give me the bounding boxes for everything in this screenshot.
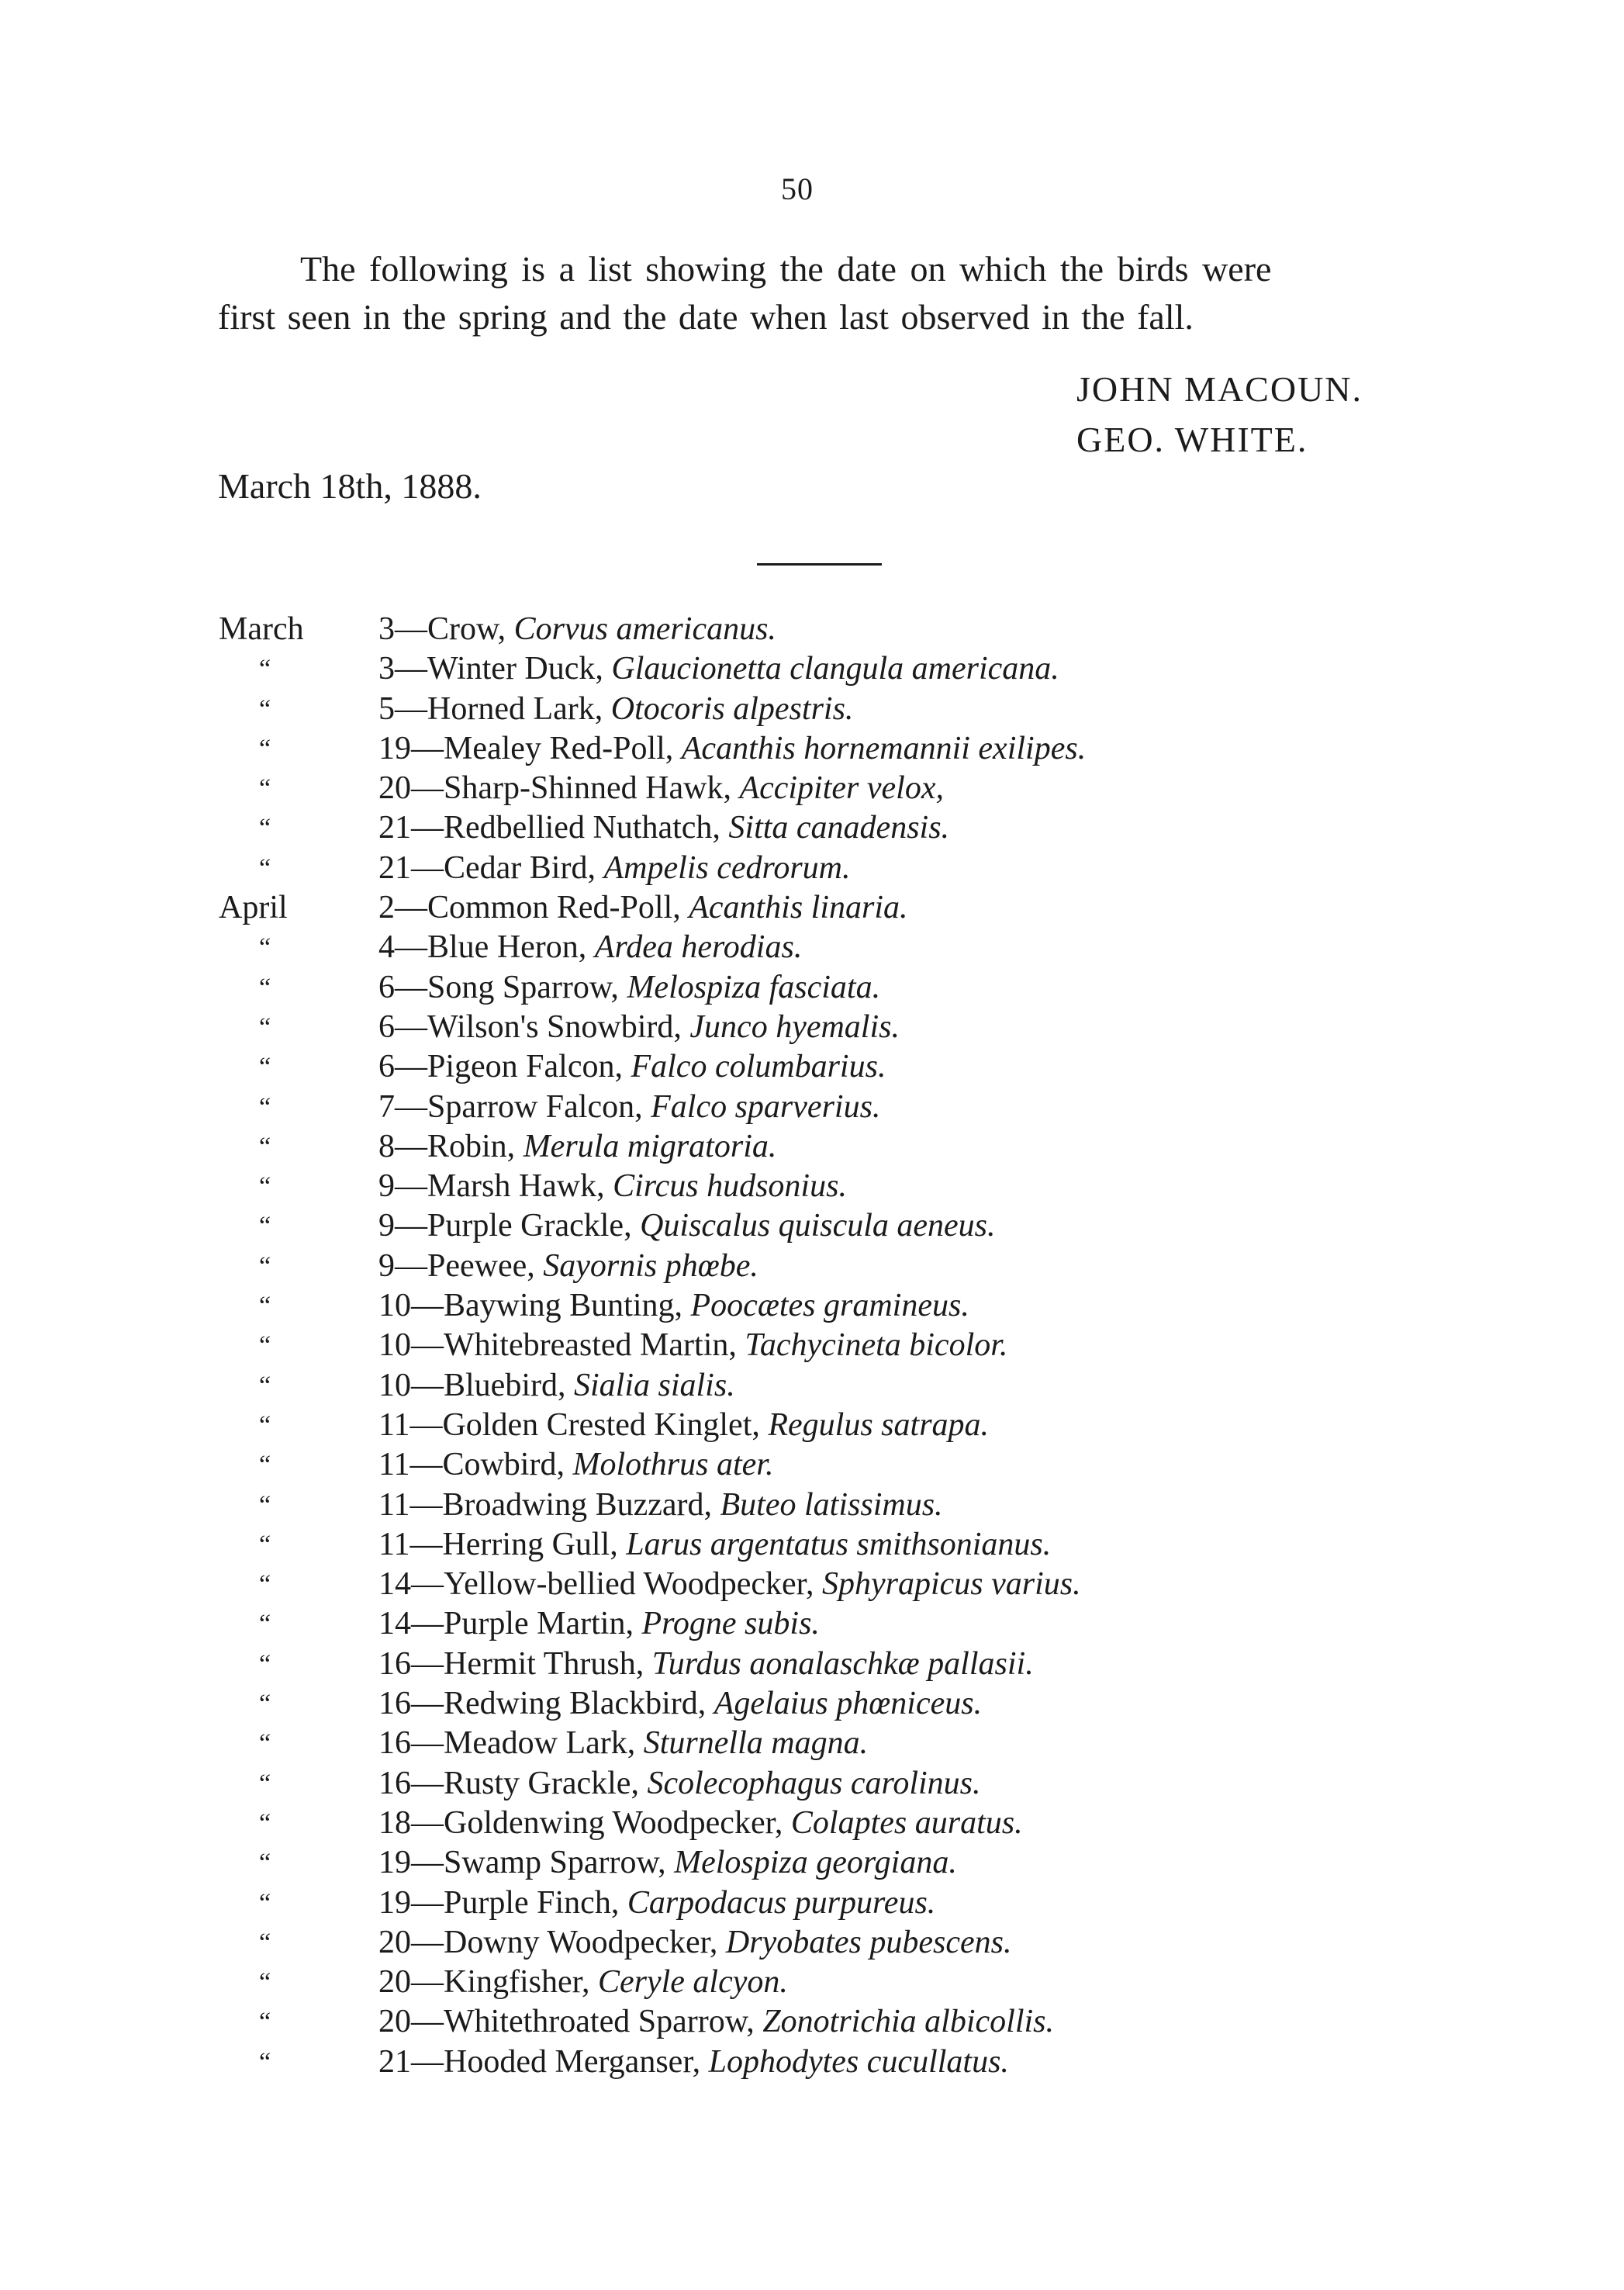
scientific-name: Larus argentatus smithsonianus.	[626, 1526, 1052, 1562]
day-number: 18	[378, 1804, 411, 1841]
common-name: Hooded Merganser,	[444, 2043, 701, 2080]
bird-record-row	[0, 1963, 1624, 2002]
bird-entry: 21—Redbellied Nuthatch, Sitta canadensis.	[378, 810, 950, 846]
common-name: Cowbird,	[442, 1447, 565, 1483]
ditto-mark: “	[259, 1490, 271, 1520]
common-name: Wilson's Snowbird,	[427, 1008, 682, 1045]
bird-record-row	[0, 1843, 1624, 1883]
common-name: Sparrow Falcon,	[427, 1088, 643, 1125]
common-name: Robin,	[427, 1128, 516, 1164]
day-number: 9	[378, 1247, 395, 1284]
bird-record-row	[0, 1286, 1624, 1326]
ditto-mark: “	[259, 933, 271, 963]
month-label: March	[219, 611, 304, 647]
scientific-name: Acanthis hornemannii exilipes.	[681, 730, 1087, 766]
scientific-name: Merula migratoria.	[523, 1128, 777, 1164]
bird-record-row	[0, 1127, 1624, 1167]
bird-record-row	[0, 649, 1624, 689]
common-name: Baywing Bunting,	[444, 1288, 683, 1324]
day-number: 10	[378, 1327, 411, 1364]
bird-record-row	[0, 1923, 1624, 1963]
bird-record-list	[0, 610, 1624, 2082]
common-name: Rusty Grackle,	[444, 1765, 639, 1801]
day-number: 10	[378, 1367, 411, 1403]
bird-record-row	[0, 1525, 1624, 1565]
ditto-mark: “	[259, 1292, 271, 1321]
day-number: 21	[378, 2043, 411, 2080]
scientific-name: Circus hudsonius.	[613, 1168, 847, 1205]
day-number: 19	[378, 730, 411, 766]
day-number: 11	[378, 1406, 410, 1443]
common-name: Peewee,	[427, 1247, 535, 1284]
scientific-name: Falco sparverius.	[651, 1088, 881, 1125]
day-number: 6	[378, 1049, 395, 1085]
day-number: 16	[378, 1725, 411, 1762]
bird-entry: 11—Cowbird, Molothrus ater.	[378, 1447, 774, 1483]
common-name: Horned Lark,	[427, 690, 603, 727]
common-name: Kingfisher,	[444, 1964, 590, 2001]
scientific-name: Dryobates pubescens.	[725, 1924, 1012, 1960]
ditto-mark: “	[259, 1530, 271, 1559]
day-number: 21	[378, 810, 411, 846]
scientific-name: Otocoris alpestris.	[610, 690, 854, 727]
bird-record-row	[0, 610, 1624, 649]
ditto-mark: “	[259, 1132, 271, 1161]
common-name: Bluebird,	[444, 1367, 566, 1403]
signature-geo-white: GEO. WHITE.	[1076, 420, 1308, 459]
scientific-name: Acanthis linaria.	[689, 890, 908, 926]
bird-entry: 9—Marsh Hawk, Circus hudsonius.	[378, 1168, 847, 1205]
bird-record-row	[0, 1167, 1624, 1206]
bird-entry: 16—Rusty Grackle, Scolecophagus carolinus.	[378, 1765, 981, 1801]
common-name: Swamp Sparrow,	[444, 1845, 666, 1881]
scientific-name: Ampelis cedrorum.	[603, 849, 851, 886]
bird-record-row	[0, 1724, 1624, 1763]
scientific-name: Ceryle alcyon.	[597, 1964, 788, 2001]
bird-entry: 14—Yellow-bellied Woodpecker, Sphyrapicus varius.	[378, 1566, 1081, 1603]
day-number: 3	[378, 651, 395, 687]
bird-record-row	[0, 1684, 1624, 1724]
day-number: 8	[378, 1128, 395, 1164]
bird-record-row	[0, 1008, 1624, 1047]
day-number: 20	[378, 2004, 411, 2040]
bird-entry: 14—Purple Martin, Progne subis.	[378, 1606, 820, 1642]
day-number: 19	[378, 1845, 411, 1881]
ditto-mark: “	[259, 1610, 271, 1639]
common-name: Crow,	[427, 611, 506, 647]
bird-record-row	[0, 1088, 1624, 1127]
ditto-mark: “	[259, 973, 271, 1002]
scientific-name: Melospiza georgiana.	[674, 1845, 957, 1881]
bird-entry: 10—Bluebird, Sialia sialis.	[378, 1367, 735, 1403]
bird-entry: 21—Cedar Bird, Ampelis cedrorum.	[378, 849, 851, 886]
bird-entry: 19—Swamp Sparrow, Melospiza georgiana.	[378, 1845, 957, 1881]
bird-entry: 11—Broadwing Buzzard, Buteo latissimus.	[378, 1486, 943, 1523]
bird-entry: 3—Winter Duck, Glaucionetta clangula americana.	[378, 651, 1059, 687]
common-name: Goldenwing Woodpecker,	[444, 1804, 783, 1841]
ditto-mark: “	[259, 1769, 271, 1798]
bird-entry: 19—Purple Finch, Carpodacus purpureus.	[378, 1884, 936, 1921]
bird-record-row	[0, 928, 1624, 967]
bird-record-row	[0, 1206, 1624, 1246]
common-name: Blue Heron,	[427, 929, 587, 966]
common-name: Redwing Blackbird,	[444, 1686, 707, 1722]
bird-record-row	[0, 1486, 1624, 1525]
bird-record-row	[0, 1366, 1624, 1406]
scientific-name: Colaptes auratus.	[790, 1804, 1023, 1841]
bird-entry: 11—Herring Gull, Larus argentatus smithsonianus.	[378, 1526, 1052, 1562]
scientific-name: Glaucionetta clangula americana.	[611, 651, 1059, 687]
bird-entry: 2—Common Red-Poll, Acanthis linaria.	[378, 890, 908, 926]
common-name: Song Sparrow,	[427, 969, 619, 1005]
ditto-mark: “	[259, 655, 271, 684]
bird-entry: 20—Whitethroated Sparrow, Zonotrichia albicollis.	[378, 2004, 1054, 2040]
common-name: Marsh Hawk,	[427, 1168, 605, 1205]
day-number: 19	[378, 1884, 411, 1921]
scientific-name: Junco hyemalis.	[689, 1008, 900, 1045]
scientific-name: Quiscalus quiscula aeneus.	[640, 1208, 996, 1244]
bird-entry: 6—Song Sparrow, Melospiza fasciata.	[378, 969, 881, 1005]
common-name: Downy Woodpecker,	[444, 1924, 718, 1960]
month-label: April	[219, 890, 288, 926]
common-name: Redbellied Nuthatch,	[444, 810, 720, 846]
ditto-mark: “	[259, 1849, 271, 1878]
day-number: 14	[378, 1566, 411, 1603]
day-number: 4	[378, 929, 395, 966]
scientific-name: Falco columbarius.	[631, 1049, 886, 1085]
ditto-mark: “	[259, 1928, 271, 1957]
scientific-name: Sturnella magna.	[643, 1725, 869, 1762]
bird-record-row	[0, 729, 1624, 769]
common-name: Winter Duck,	[427, 651, 603, 687]
bird-record-row	[0, 769, 1624, 808]
common-name: Broadwing Buzzard,	[442, 1486, 713, 1523]
dateline: March 18th, 1888.	[218, 466, 482, 506]
bird-entry: 4—Blue Heron, Ardea herodias.	[378, 929, 803, 966]
common-name: Whitebreasted Martin,	[444, 1327, 737, 1364]
ditto-mark: “	[259, 2047, 271, 2077]
section-divider	[757, 563, 882, 566]
bird-entry: 5—Horned Lark, Otocoris alpestris.	[378, 690, 854, 727]
ditto-mark: “	[259, 1012, 271, 1042]
scientific-name: Buteo latissimus.	[720, 1486, 943, 1523]
common-name: Purple Grackle,	[427, 1208, 632, 1244]
common-name: Cedar Bird,	[444, 849, 596, 886]
ditto-mark: “	[259, 734, 271, 763]
ditto-mark: “	[259, 1968, 271, 1998]
day-number: 11	[378, 1447, 410, 1483]
bird-record-row	[0, 808, 1624, 848]
bird-entry: 20—Sharp-Shinned Hawk, Accipiter velox,	[378, 770, 944, 807]
bird-entry: 16—Redwing Blackbird, Agelaius phœniceus.	[378, 1686, 983, 1722]
day-number: 20	[378, 770, 411, 807]
scientific-name: Sialia sialis.	[573, 1367, 735, 1403]
scientific-name: Corvus americanus.	[513, 611, 776, 647]
bird-record-row	[0, 888, 1624, 928]
scientific-name: Regulus satrapa.	[768, 1406, 990, 1443]
day-number: 11	[378, 1526, 410, 1562]
bird-entry: 8—Robin, Merula migratoria.	[378, 1128, 777, 1164]
scientific-name: Turdus aonalaschkæ pallasii.	[651, 1645, 1034, 1682]
bird-entry: 21—Hooded Merganser, Lophodytes cucullatus.	[378, 2043, 1009, 2080]
ditto-mark: “	[259, 1690, 271, 1719]
day-number: 10	[378, 1288, 411, 1324]
common-name: Common Red-Poll,	[427, 890, 681, 926]
ditto-mark: “	[259, 1331, 271, 1361]
day-number: 9	[378, 1168, 395, 1205]
scientific-name: Sphyrapicus varius.	[821, 1566, 1081, 1603]
day-number: 5	[378, 690, 395, 727]
bird-record-row	[0, 1326, 1624, 1365]
day-number: 16	[378, 1645, 411, 1682]
ditto-mark: “	[259, 1371, 271, 1400]
bird-record-row	[0, 1645, 1624, 1684]
common-name: Herring Gull,	[442, 1526, 618, 1562]
bird-entry: 20—Kingfisher, Ceryle alcyon.	[378, 1964, 788, 2001]
common-name: Purple Finch,	[444, 1884, 620, 1921]
day-number: 16	[378, 1686, 411, 1722]
scientific-name: Accipiter velox,	[739, 770, 944, 807]
bird-entry: 6—Wilson's Snowbird, Junco hyemalis.	[378, 1008, 900, 1045]
bird-entry: 20—Downy Woodpecker, Dryobates pubescens.	[378, 1924, 1012, 1960]
bird-record-row	[0, 690, 1624, 729]
bird-record-row	[0, 1764, 1624, 1804]
scientific-name: Zonotrichia albicollis.	[762, 2004, 1054, 2040]
scientific-name: Sitta canadensis.	[728, 810, 950, 846]
scientific-name: Progne subis.	[641, 1606, 820, 1642]
bird-entry: 11—Golden Crested Kinglet, Regulus satrapa.	[378, 1406, 990, 1443]
bird-entry: 16—Meadow Lark, Sturnella magna.	[378, 1725, 869, 1762]
day-number: 6	[378, 1008, 395, 1045]
common-name: Purple Martin,	[444, 1606, 634, 1642]
ditto-mark: “	[259, 1570, 271, 1600]
common-name: Mealey Red-Poll,	[444, 730, 674, 766]
ditto-mark: “	[259, 1092, 271, 1122]
bird-entry: 16—Hermit Thrush, Turdus aonalaschkæ pallasii.	[378, 1645, 1034, 1682]
day-number: 20	[378, 1924, 411, 1960]
bird-entry: 3—Crow, Corvus americanus.	[378, 611, 776, 647]
bird-record-row	[0, 1884, 1624, 1923]
bird-record-row	[0, 1804, 1624, 1843]
bird-record-row	[0, 1604, 1624, 1644]
ditto-mark: “	[259, 1451, 271, 1480]
bird-entry: 7—Sparrow Falcon, Falco sparverius.	[378, 1088, 881, 1125]
day-number: 7	[378, 1088, 395, 1125]
common-name: Pigeon Falcon,	[427, 1049, 623, 1085]
intro-line-2: first seen in the spring and the date when last observed in the fall.	[218, 297, 1194, 337]
bird-record-row	[0, 1445, 1624, 1485]
bird-record-row	[0, 2002, 1624, 2042]
common-name: Golden Crested Kinglet,	[442, 1406, 760, 1443]
bird-record-row	[0, 968, 1624, 1008]
ditto-mark: “	[259, 1808, 271, 1838]
common-name: Yellow-bellied Woodpecker,	[444, 1566, 814, 1603]
common-name: Meadow Lark,	[444, 1725, 636, 1762]
page-number: 50	[781, 171, 814, 206]
scientific-name: Tachycineta bicolor.	[745, 1327, 1008, 1364]
bird-entry: 10—Whitebreasted Martin, Tachycineta bicolor.	[378, 1327, 1008, 1364]
bird-record-row	[0, 1565, 1624, 1604]
signature-john-macoun: JOHN MACOUN.	[1076, 369, 1363, 409]
common-name: Sharp-Shinned Hawk,	[444, 770, 731, 807]
ditto-mark: “	[259, 1729, 271, 1759]
bird-entry: 10—Baywing Bunting, Poocætes gramineus.	[378, 1288, 969, 1324]
ditto-mark: “	[259, 853, 271, 883]
day-number: 14	[378, 1606, 411, 1642]
scientific-name: Poocætes gramineus.	[690, 1288, 969, 1324]
day-number: 6	[378, 969, 395, 1005]
ditto-mark: “	[259, 1212, 271, 1241]
scientific-name: Molothrus ater.	[572, 1447, 774, 1483]
common-name: Whitethroated Sparrow,	[444, 2004, 755, 2040]
day-number: 16	[378, 1765, 411, 1801]
bird-record-row	[0, 1406, 1624, 1445]
intro-line-1: The following is a list showing the date on which the birds were	[300, 249, 1272, 289]
ditto-mark: “	[259, 1053, 271, 1082]
bird-entry: 9—Purple Grackle, Quiscalus quiscula aeneus.	[378, 1208, 996, 1244]
ditto-mark: “	[259, 814, 271, 843]
bird-entry: 18—Goldenwing Woodpecker, Colaptes auratus.	[378, 1804, 1023, 1841]
day-number: 3	[378, 611, 395, 647]
scientific-name: Sayornis phœbe.	[543, 1247, 758, 1284]
ditto-mark: “	[259, 774, 271, 804]
ditto-mark: “	[259, 1172, 271, 1202]
ditto-mark: “	[259, 2008, 271, 2037]
scientific-name: Ardea herodias.	[594, 929, 803, 966]
bird-entry: 19—Mealey Red-Poll, Acanthis hornemannii exilipes.	[378, 730, 1087, 766]
common-name: Hermit Thrush,	[444, 1645, 644, 1682]
bird-entry: 6—Pigeon Falcon, Falco columbarius.	[378, 1049, 886, 1085]
day-number: 9	[378, 1208, 395, 1244]
bird-record-row	[0, 1047, 1624, 1087]
day-number: 20	[378, 1964, 411, 2001]
scientific-name: Agelaius phœniceus.	[714, 1686, 983, 1722]
ditto-mark: “	[259, 1649, 271, 1679]
bird-record-row	[0, 849, 1624, 888]
ditto-mark: “	[259, 694, 271, 724]
bird-entry: 9—Peewee, Sayornis phœbe.	[378, 1247, 758, 1284]
ditto-mark: “	[259, 1251, 271, 1281]
scientific-name: Melospiza fasciata.	[627, 969, 881, 1005]
scientific-name: Lophodytes cucullatus.	[708, 2043, 1009, 2080]
day-number: 2	[378, 890, 395, 926]
scientific-name: Carpodacus purpureus.	[627, 1884, 936, 1921]
scientific-name: Scolecophagus carolinus.	[647, 1765, 981, 1801]
bird-record-row	[0, 2043, 1624, 2082]
ditto-mark: “	[259, 1888, 271, 1918]
day-number: 11	[378, 1486, 410, 1523]
bird-record-row	[0, 1247, 1624, 1286]
day-number: 21	[378, 849, 411, 886]
ditto-mark: “	[259, 1410, 271, 1440]
